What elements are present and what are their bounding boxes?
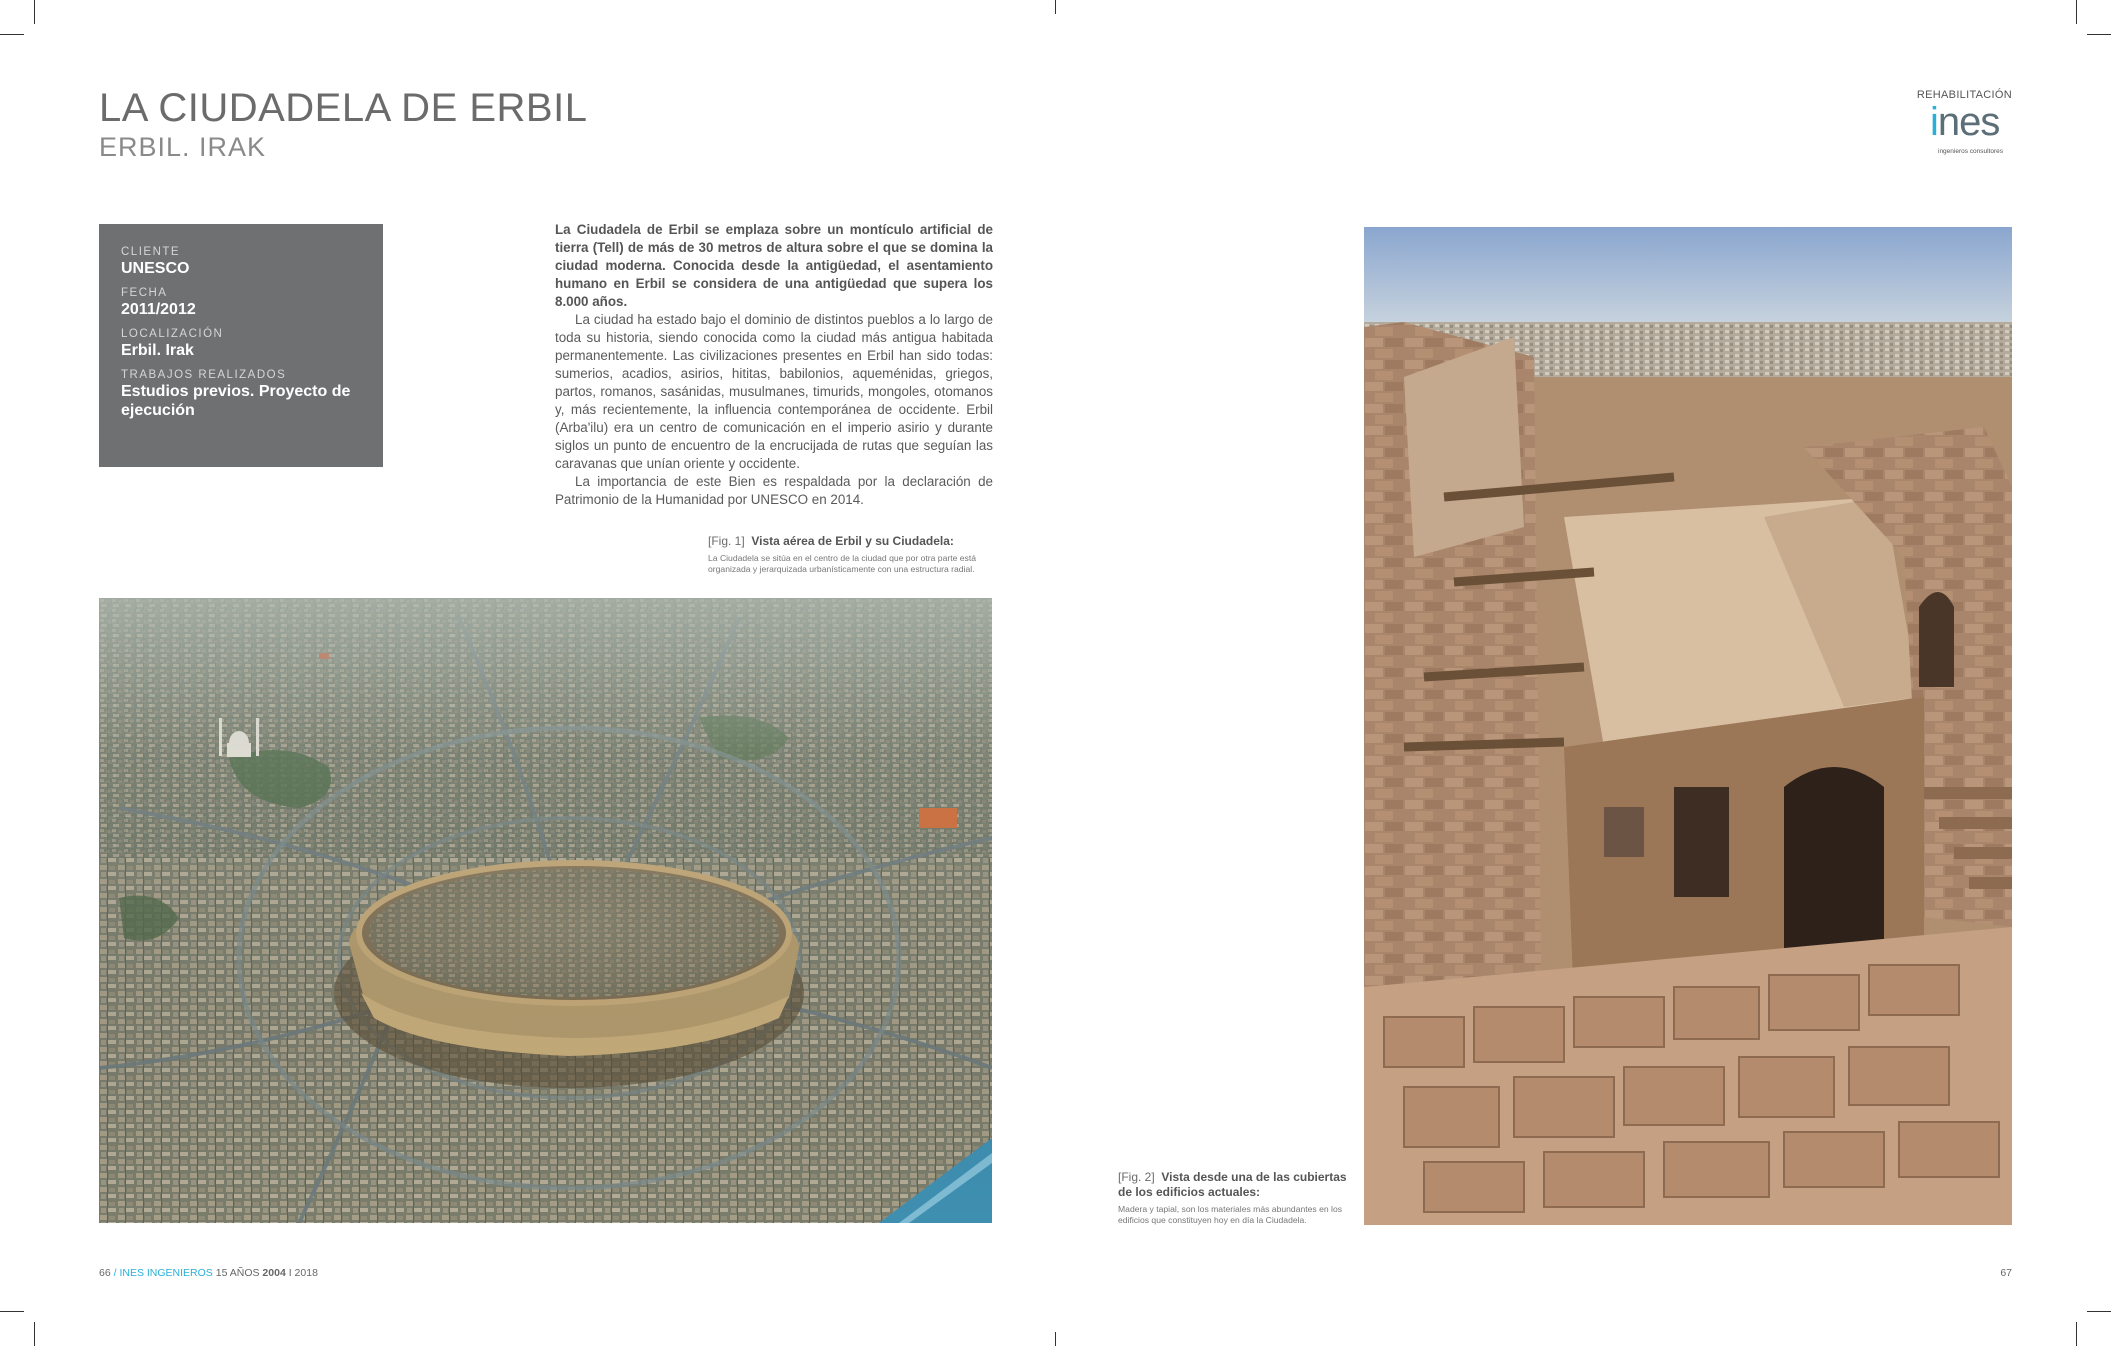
logo-wordmark: [1930, 100, 1999, 145]
figure-number: [Fig. 1]: [708, 534, 745, 548]
crop-mark: [1055, 1332, 1056, 1346]
client-label: CLIENTE: [121, 246, 181, 258]
footer-separator: I: [285, 1267, 295, 1279]
logo-letters: nes: [1937, 100, 2000, 144]
crop-mark: [2087, 1311, 2111, 1312]
figure-number: [Fig. 2]: [1118, 1170, 1155, 1184]
figure-title: Vista desde una de las cubiertas de los edificios actuales:: [1118, 1170, 1347, 1199]
ines-logo: [1930, 100, 2014, 156]
page-number-right: 67: [2000, 1267, 2012, 1279]
section-tag: REHABILITACIÓN: [1916, 89, 2012, 101]
crop-mark: [1055, 0, 1056, 14]
crop-mark: [2087, 34, 2111, 35]
client-value: UNESCO: [121, 260, 190, 277]
footer-year-end: 2018: [294, 1267, 318, 1279]
location-value: Erbil. Irak: [121, 342, 194, 359]
aerial-city-photo: [99, 598, 992, 1223]
body-paragraph: La ciudad ha estado bajo el dominio de distintos pueblos a lo largo de toda su historia, siendo conocida como la ciudad más antigua habitada permanentemente. Las civilizaciones presentes en Erbil han sido todas: sumerios, acadios, asirios, hititas, babilonios, aqueménidas, griegos, partos, romanos, sasánidas, musulmanes, timurids, mongoles, otomanos y, más recientemente, la influencia contemporánea de occidente. Erbil (Arba'ilu) era un centro de comunicación en el imperio asirio y durante siglos un punto de encuentro de la encrucijada de rutas que seguían las caravanas que unían oriente y occidente.: [555, 312, 993, 471]
aerial-photo-illustration: [99, 598, 992, 1223]
crop-mark: [34, 0, 35, 24]
footer-anniversary: 15 AÑOS: [212, 1267, 263, 1279]
figure-1-caption-text: La Ciudadela se sitúa en el centro de la ciudad que por otra parte está organizada y jerarquizada urbanísticamente con una estructura radial.: [708, 553, 977, 574]
figure-2-caption-title: [1118, 1170, 1348, 1200]
crop-mark: [0, 34, 24, 35]
footer-slash: /: [110, 1267, 120, 1279]
works-label: TRABAJOS REALIZADOS: [121, 369, 287, 381]
page-title: LA CIUDADELA DE ERBIL: [99, 86, 588, 130]
footer-year-start: 2004: [262, 1267, 286, 1279]
body-paragraph: La importancia de este Bien es respaldada por la declaración de Patrimonio de la Humanidad por UNESCO en 2014.: [555, 474, 993, 507]
lead-paragraph: La Ciudadela de Erbil se emplaza sobre un montículo artificial de tierra (Tell) de más de 30 metros de altura sobre el que se domina la ciudad moderna. Conocida desde la antigüedad, el asentamiento humano en Erbil se considera de una antigüedad que supera los 8.000 años.: [555, 222, 993, 309]
rooftop-view-photo: [1364, 227, 2012, 1225]
figure-2-caption-text: Madera y tapial, son los materiales más abundantes en los edificios que constituyen hoy en día la Ciudadela.: [1118, 1204, 1343, 1225]
date-value: 2011/2012: [121, 301, 196, 318]
page-number-left: 66: [99, 1267, 111, 1279]
figure-title: Vista aérea de Erbil y su Ciudadela:: [751, 534, 954, 548]
crop-mark: [2076, 0, 2077, 24]
figure-2-caption: [1118, 1170, 1348, 1226]
footer-brand: INES INGENIEROS: [119, 1267, 213, 1279]
page-subtitle: ERBIL. IRAK: [99, 132, 267, 162]
figure-1-caption-title: [708, 534, 998, 549]
footer-left: [99, 1267, 318, 1279]
date-label: FECHA: [121, 287, 168, 299]
rooftop-photo-illustration: [1364, 227, 2012, 1225]
works-value: Estudios previos. Proyecto de ejecución: [121, 383, 351, 419]
location-label: LOCALIZACIÓN: [121, 328, 224, 340]
body-text: [555, 221, 993, 509]
figure-1-caption: [708, 534, 998, 575]
logo-letter-i: i: [1930, 100, 1938, 144]
crop-mark: [2076, 1322, 2077, 1346]
logo-tagline: ingenieros consultores: [1938, 148, 2004, 155]
crop-mark: [34, 1322, 35, 1346]
crop-mark: [0, 1311, 24, 1312]
project-info-box: [99, 224, 383, 467]
